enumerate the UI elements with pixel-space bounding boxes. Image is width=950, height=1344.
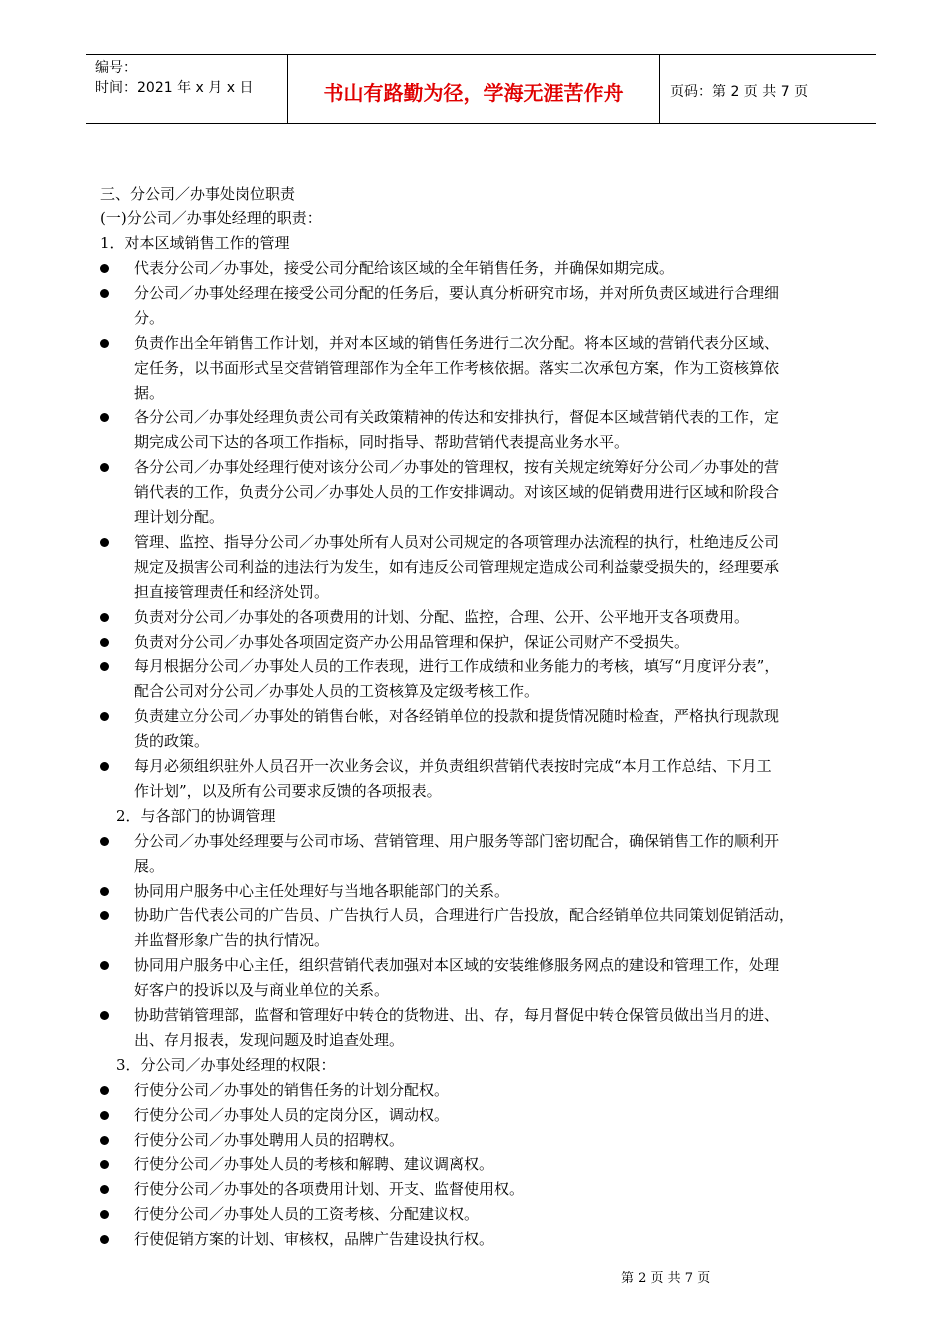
list-item-line: 行使分公司／办事处人员的定岗分区，调动权。 (134, 1105, 450, 1124)
list-item-line: 展。 (134, 856, 165, 875)
list-item-line: 并监督形象广告的执行情况。 (134, 931, 330, 950)
list-item-line: 好客户的投诉以及与商业单位的关系。 (134, 981, 390, 1000)
page-footer: 第 2 页 共 7 页 (621, 1271, 711, 1286)
list-item-line: 定任务，以书面形式呈交营销管理部作为全年工作考核依据。落实二次承包方案，作为工资核算依 (134, 358, 780, 377)
list-item-line: 行使分公司／办事处人员的考核和解聘、建议调离权。 (134, 1155, 495, 1174)
bullet-icon (100, 1160, 109, 1169)
list-item-line: 理计划分配。 (134, 508, 225, 526)
list-item-line: 管理、监控、指导分公司／办事处所有人员对公司规定的各项管理办法流程的执行，杜绝违反公司 (134, 532, 780, 551)
list-item-line: 出、存月报表，发现问题及时追查处理。 (134, 1030, 405, 1049)
serial-label: 编号： (95, 60, 137, 76)
list-item-line: 协助营销管理部，监督和管理好中转仓的货物进、出、存，每月督促中转仓保管员做出当月的进、 (134, 1006, 780, 1024)
part2-title: 2．与各部门的协调管理 (116, 806, 276, 825)
bullet-icon (100, 289, 109, 298)
bullet-icon (100, 1136, 109, 1145)
list-item-line: 负责对分公司／办事处的各项费用的计划、分配、监控，合理、公开、公平地开支各项费用。 (134, 607, 750, 626)
list-item-line: 协助广告代表公司的广告员、广告执行人员，合理进行广告投放，配合经销单位共同策划促销活动， (134, 906, 795, 925)
list-item-line: 负责建立分公司／办事处的销售台帐，对各经销单位的投款和提货情况随时检查，严格执行现款现 (134, 707, 780, 726)
list-item-line: 各分公司／办事处经理行使对该分公司／办事处的管理权，按有关规定统筹好分公司／办事处的营 (134, 458, 780, 477)
bullet-icon (100, 463, 109, 472)
subsection-title: (一)分公司／办事处经理的职责： (100, 209, 322, 227)
page-header (86, 54, 876, 124)
part1-title: 1．对本区域销售工作的管理 (100, 234, 290, 252)
time-label: 时间：2021 年 x 月 x 日 (95, 80, 254, 96)
list-item-line: 代表分公司／办事处，接受公司分配给该区域的全年销售任务，并确保如期完成。 (134, 259, 675, 277)
bullet-icon (100, 1235, 109, 1244)
list-item-line: 行使分公司／办事处的各项费用计划、开支、监督使用权。 (134, 1180, 525, 1199)
bullet-icon (100, 538, 109, 547)
list-item-line: 货的政策。 (134, 732, 210, 751)
list-item-line: 分。 (134, 308, 165, 327)
list-item-line: 期完成公司下达的各项工作指标，同时指导、帮助营销代表提高业务水平。 (134, 433, 630, 452)
list-item-line: 据。 (134, 383, 165, 402)
header-page-info: 页码：第 2 页 共 7 页 (670, 84, 809, 100)
bullet-icon (100, 762, 109, 771)
section-title: 三、分公司／办事处岗位职责 (100, 185, 296, 203)
list-item-line: 每月根据分公司／办事处人员的工作表现，进行工作成绩和业务能力的考核，填写“月度评分表”， (134, 657, 780, 676)
bullet-icon (100, 911, 109, 920)
bullet-icon (100, 264, 109, 273)
list-item-line: 负责对分公司／办事处各项固定资产办公用品管理和保护，保证公司财产不受损失。 (134, 632, 690, 651)
list-item-line: 行使分公司／办事处的销售任务的计划分配权。 (134, 1080, 450, 1099)
list-item-line: 销代表的工作，负责分公司／办事处人员的工作安排调动。对该区域的促销费用进行区域和阶段合 (134, 483, 780, 502)
list-item-line: 配合公司对分公司／办事处人员的工资核算及定级考核工作。 (134, 682, 540, 701)
list-item-line: 担直接管理责任和经济处罚。 (134, 582, 330, 601)
list-item-line: 分公司／办事处经理在接受公司分配的任务后，要认真分析研究市场，并对所负责区域进行合理细 (134, 283, 780, 302)
bullet-icon (100, 837, 109, 846)
bullet-icon (100, 1210, 109, 1219)
list-item-line: 分公司／办事处经理要与公司市场、营销管理、用户服务等部门密切配合，确保销售工作的顺利开 (134, 831, 780, 850)
list-item-line: 协同用户服务中心主任处理好与当地各职能部门的关系。 (134, 881, 510, 900)
bullet-icon (100, 961, 109, 970)
bullet-icon (100, 1011, 109, 1020)
bullet-icon (100, 712, 109, 721)
list-item-line: 作计划”，以及所有公司要求反馈的各项报表。 (134, 781, 442, 800)
list-item-line: 各分公司／办事处经理负责公司有关政策精神的传达和安排执行，督促本区域营销代表的工作，定 (134, 408, 780, 427)
header-meta (86, 55, 287, 123)
list-item-line: 规定及损害公司利益的违法行为发生，如有违反公司管理规定造成公司利益蒙受损失的，经理要承 (134, 557, 780, 576)
bullet-icon (100, 1111, 109, 1120)
bullet-icon (100, 613, 109, 622)
list-item-line: 行使分公司／办事处人员的工资考核、分配建议权。 (134, 1205, 480, 1224)
bullet-icon (100, 1086, 109, 1095)
list-item-line: 行使促销方案的计划、审核权，品牌广告建设执行权。 (134, 1230, 495, 1249)
bullet-icon (100, 1185, 109, 1194)
part3-title: 3．分公司／办事处经理的权限： (116, 1055, 336, 1074)
bullet-icon (100, 339, 109, 348)
bullet-icon (100, 887, 109, 896)
bullet-icon (100, 413, 109, 422)
list-item-line: 行使分公司／办事处聘用人员的招聘权。 (134, 1130, 405, 1149)
header-motto: 书山有路勤为径，学海无涯苦作舟 (287, 55, 660, 123)
bullet-icon (100, 662, 109, 671)
bullet-icon (100, 638, 109, 647)
list-item-line: 协同用户服务中心主任，组织营销代表加强对本区域的安装维修服务网点的建设和管理工作，处理 (134, 956, 780, 975)
list-item-line: 每月必须组织驻外人员召开一次业务会议，并负责组织营销代表按时完成“本月工作总结、下月工 (134, 757, 772, 775)
list-item-line: 负责作出全年销售工作计划，并对本区域的销售任务进行二次分配。将本区域的营销代表分区域、 (134, 333, 780, 352)
